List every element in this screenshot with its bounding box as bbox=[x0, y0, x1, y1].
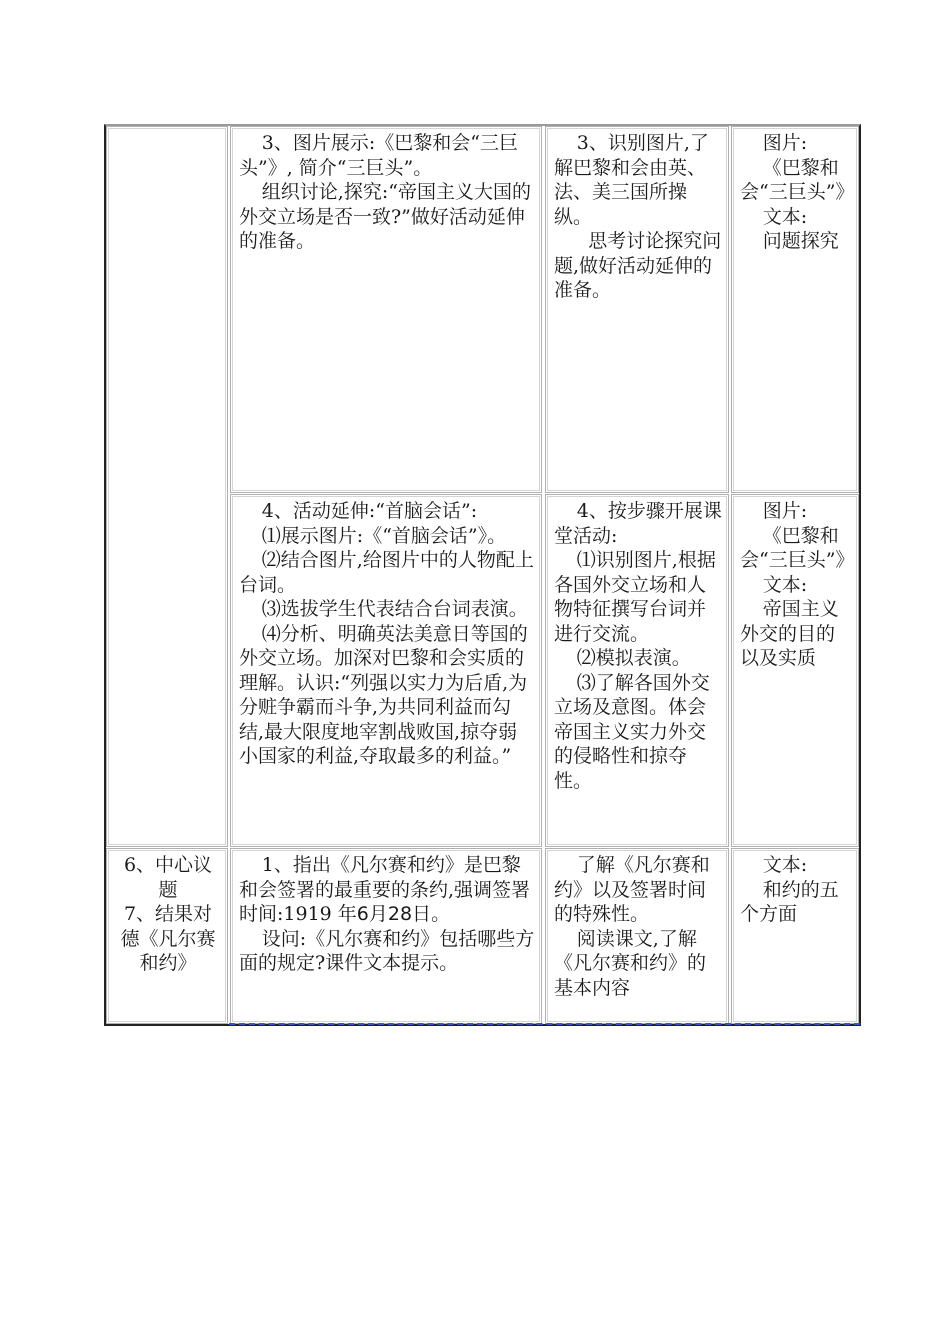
resource-label-text: 文本: bbox=[762, 205, 808, 228]
topic-central-issue: 6、中心议题 bbox=[123, 854, 213, 901]
student-text-2: 思考讨论探究问题,做好活动延伸的准备。 bbox=[554, 230, 722, 301]
row3-resources bbox=[731, 848, 859, 1024]
student-text-3: ⑵模拟表演。 bbox=[576, 647, 691, 669]
row3-student-activity bbox=[545, 848, 729, 1024]
row1-teacher-activity bbox=[230, 126, 542, 493]
row3-teacher-activity bbox=[230, 848, 542, 1024]
sentence-end: 。 bbox=[431, 903, 451, 925]
student-text-4: ⑶了解各国外交立场及意图。体会帝国主义实力外交的侵略性和掠夺性。 bbox=[554, 671, 710, 792]
resource-label-image: 图片: bbox=[762, 132, 808, 154]
row2-resources bbox=[731, 494, 859, 847]
teacher-text-5: ⑷分析、明确英法美意日等国的外交立场。加深对巴黎和会实质的理解。认识:“列强以实力为后盾,为分赃争霸而斗争,为共同利益而勾结,最大限度地宰割战败国,掠夺弱小国家的利益,夺取最多的利益。” bbox=[239, 622, 528, 767]
teacher-text-1: 4、活动延伸:“首脑会话”: bbox=[261, 500, 478, 522]
student-text-2: 阅读课文,了解《凡尔赛和约》的基本内容 bbox=[554, 927, 707, 999]
student-text-2: ⑴识别图片,根据各国外交立场和人物特征撰写台词并进行交流。 bbox=[554, 549, 716, 645]
row1-topic-cell bbox=[106, 126, 228, 847]
signing-date: 6月28日 bbox=[356, 903, 432, 925]
page-break-line bbox=[229, 1023, 860, 1025]
teacher-text-1: 3、图片展示:《巴黎和会“三巨头”》, 简介“三巨头”。 bbox=[239, 132, 519, 179]
treaty-intro-text: 1、指出《凡尔赛和约》是巴黎和会签署的最重要的条约,强调签署时间:1919 年 bbox=[239, 854, 531, 925]
row1-resources bbox=[731, 126, 859, 493]
row2-teacher-activity bbox=[230, 494, 542, 847]
teacher-text-4: ⑶选拔学生代表结合台词表演。 bbox=[261, 598, 528, 620]
teacher-text-2: ⑴展示图片:《“首脑会话”》。 bbox=[261, 524, 507, 547]
row2-student-activity bbox=[545, 494, 729, 847]
topic-result-treaty: 7、结果对德《凡尔赛和约》 bbox=[120, 903, 216, 974]
teacher-text-2: 设问:《凡尔赛和约》包括哪些方面的规定?课件文本提示。 bbox=[239, 927, 535, 974]
row3-topic-cell bbox=[106, 848, 228, 1024]
resource-image-title: 《巴黎和会“三巨头”》 bbox=[740, 524, 855, 571]
resource-text-title: 和约的五个方面 bbox=[740, 878, 839, 925]
row1-student-activity bbox=[545, 126, 729, 493]
resource-label-image: 图片: bbox=[762, 500, 808, 522]
resource-label-text: 文本: bbox=[762, 854, 808, 876]
student-text-1: 4、按步骤开展课堂活动: bbox=[554, 500, 722, 547]
resource-text-title: 问题探究 bbox=[762, 230, 839, 252]
student-text-1: 了解《凡尔赛和约》以及签署时间的特殊性。 bbox=[554, 854, 710, 925]
teacher-text-2: 组织讨论,探究:“帝国主义大国的外交立场是否一致?”做好活动延伸的准备。 bbox=[239, 181, 531, 252]
resource-image-title: 《巴黎和会“三巨头”》 bbox=[740, 156, 855, 203]
teacher-text-1 bbox=[239, 853, 535, 927]
teacher-text-3: ⑵结合图片,给图片中的人物配上台词。 bbox=[239, 549, 534, 596]
resource-label-text: 文本: bbox=[762, 573, 808, 596]
student-text-1: 3、识别图片,了解巴黎和会由英、法、美三国所操纵。 bbox=[554, 132, 709, 228]
resource-text-title: 帝国主义外交的目的以及实质 bbox=[740, 598, 839, 669]
